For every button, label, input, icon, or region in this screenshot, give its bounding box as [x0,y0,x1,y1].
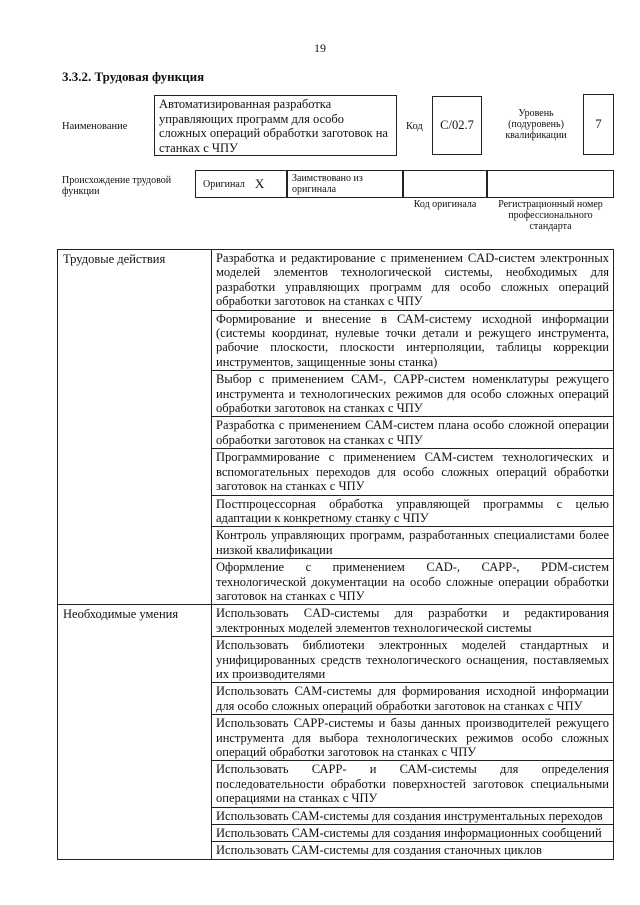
borrowed-label: Заимствовано из оригинала [292,173,363,195]
reg-number-caption: Регистрационный номер профессионального стандарта [498,199,603,232]
labor-actions-heading: Трудовые действия [58,250,212,605]
required-skill-item: Использовать САМ-системы для создания инструментальных переходов [212,807,614,824]
level-label-line-2: (подуровень) [508,119,564,130]
origin-reg-number-cell [487,170,614,198]
origin-original-cell [195,170,287,198]
code-value: С/02.7 [440,118,474,132]
origin-code-cell [403,170,487,198]
level-value: 7 [595,117,602,131]
required-skill-item: Использовать САМ-системы для создания информационных сообщений [212,825,614,842]
labor-action-item: Выбор с применением САМ-, САРР-систем номенклатуры режущего инструмента и технологических режимов для особо сложных операций обработки заготовок на станках с ЧПУ [212,371,614,417]
table-row [58,250,614,311]
table-row [58,605,614,637]
code-label: Код [406,121,423,132]
original-label: Оригинал [203,178,245,190]
origin-label: Происхождение трудовой функции [62,175,172,197]
level-label-line-3: квалификации [505,130,567,141]
required-skill-item: Использовать САМ-системы для создания станочных циклов [212,842,614,859]
level-box [583,94,614,155]
required-skill-item: Использовать САРР- и САМ-системы для определения последовательности обработки поверхностей заготовок специальными операциями на станках с ЧПУ [212,761,614,807]
required-skills-heading: Необходимые умения [58,605,212,860]
required-skill-item: Использовать САМ-системы для формирования исходной информации для особо сложных операций обработки заготовок на станках с ЧПУ [212,683,614,715]
name-label: Наименование [62,121,128,132]
labor-action-item: Программирование с применением САМ-систем технологических и вспомогательных переходов для особо сложных операций обработки заготовок на станках с ЧПУ [212,449,614,495]
origin-borrowed-cell [287,170,403,198]
required-skill-item: Использовать библиотеки электронных моделей стандартных и унифицированных средств технологического оснащения, поставляемых их производителями [212,637,614,683]
section-title: 3.3.2. Трудовая функция [62,69,205,84]
required-skill-item: Использовать CAD-системы для разработки и редактирования электронных моделей элементов технологической системы [212,605,614,637]
labor-action-item: Контроль управляющих программ, разработанных специалистами более низкой квалификации [212,527,614,559]
function-name-box [154,95,397,156]
original-mark: X [254,176,265,191]
function-name: Автоматизированная разработка управляющих программ для особо сложных операций обработки заготовок на станках с ЧПУ [159,97,388,155]
labor-action-item: Разработка с применением САМ-систем плана особо сложной операции обработки заготовок на станках с ЧПУ [212,417,614,449]
required-skill-item: Использовать САРР-системы и базы данных производителей режущего инструмента для выбора технологических режимов особо сложных операций обработки заготовок на станках с ЧПУ [212,715,614,761]
labor-action-item: Формирование и внесение в САМ-систему исходной информации (системы координат, нулевые точки детали и режущего инструмента, рабочие плоскости, плоскости интерполяции, таблицы коррекции инструментов, защищенные зоны станка) [212,310,614,371]
labor-action-item: Постпроцессорная обработка управляющей программы с целью адаптации к конкретному станку с ЧПУ [212,495,614,527]
labor-action-item: Разработка и редактирование с применением CAD-систем электронных моделей элементов технологической системы, необходимых для разработки управляющих программ для особо сложных операций обработки заготовок на станках с ЧПУ [212,250,614,311]
qualification-level-label [494,108,578,141]
code-box [432,96,482,155]
function-details-table [57,249,614,860]
labor-action-item: Оформление с применением CAD-, САРР-, PDM-систем технологической документации на особо сложные операции обработки заготовок на станках с ЧПУ [212,559,614,605]
page-number: 19 [314,41,326,55]
code-original-caption: Код оригинала [413,199,477,210]
level-label-line-1: Уровень [518,108,554,119]
